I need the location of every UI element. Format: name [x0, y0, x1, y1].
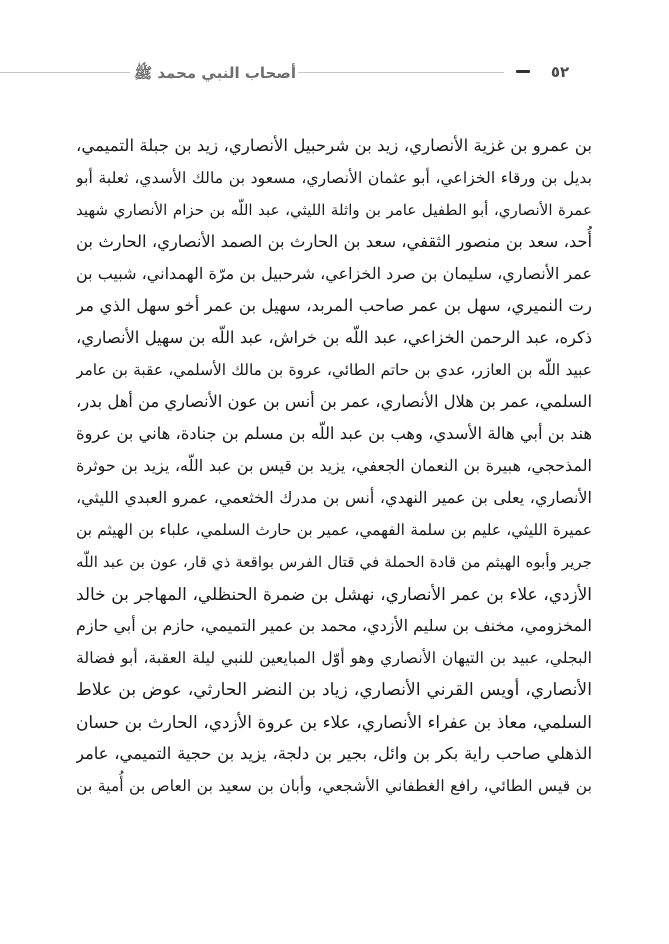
text-line: السلمي، معاذ بن عفراء الأنصاري، علاء بن عروة الأزدي، الحارث بن حسان — [76, 712, 592, 732]
text-line: الأنصاري، أويس القرني الأنصاري، زياد بن النضر الحارثي، عوض بن علاط — [76, 680, 592, 700]
header-dash — [516, 70, 530, 73]
text-line: بديل بن ورقاء الخزاعي، أبو عثمان الأنصاري، مسعود بن مالك الأسدي، ثعلبة أبو — [76, 168, 592, 187]
text-line: الذهلي صاحب راية بكر بن وائل، بجير بن دلجة، يزيد بن حجية التميمي، عامر — [76, 744, 592, 763]
text-line: الأزدي، علاء بن عمر الأنصاري، نهشل بن ضمرة الحنظلي، المهاجر بن خالد — [76, 584, 592, 604]
text-line: السلمي، عمر بن هلال الأنصاري، عمر بن أنس بن عون الأنصاري من أهل بدر، — [76, 392, 592, 411]
text-line: ذكره، عبد الرحمن الخزاعي، عبد اللّه بن خراش، عبد اللّه بن سهيل الأنصاري، — [76, 328, 592, 347]
text-line: عمرة الأنصاري، أبو الطفيل عامر بن واثلة الليثي، عبد اللّه بن حزام الأنصاري شهيد — [76, 201, 592, 219]
text-line: المخزومي، مخنف بن سليم الأزدي، محمد بن عمير التميمي، حازم بن أبي حازم — [76, 616, 592, 635]
text-line: عبيد اللّه بن العازر، عدي بن حاتم الطائي، عروة بن مالك الأسلمي، عقبة بن عامر — [76, 361, 592, 379]
text-line: المذحجي، هبيرة بن النعمان الجعفي، يزيد بن قيس بن عبد اللّه، يزيد بن حوثرة — [76, 456, 592, 475]
text-line: الأنصاري، يعلى بن عمير النهدي، أنس بن مدرك الخثعمي، عمرو العبدي الليثي، — [76, 488, 592, 507]
page-number: ٥٢ — [550, 63, 570, 81]
text-line: بن عمرو بن غزية الأنصاري، زيد بن شرحبيل الأنصاري، زيد بن جبلة التميمي، — [76, 136, 592, 155]
text-line: رت النميري، سهل بن عمر صاحب المربد، سهيل بن عمر أخو سهل الذي مر — [76, 296, 592, 315]
page-header — [0, 58, 669, 88]
text-line: البجلي، عبيد بن التيهان الأنصاري وهو أوّل المبايعين للنبي ليلة العقبة، أبو فضالة — [76, 648, 592, 667]
text-line: عميرة الليثي، عليم بن سلمة الفهمي، عمير بن حارث السلمي، علباء بن الهيثم بن — [76, 521, 592, 539]
header-rule-left — [0, 72, 130, 73]
body-text — [76, 130, 592, 802]
text-line: أُحد، سعد بن منصور الثقفي، سعد بن الحارث بن الصمد الأنصاري، الحارث بن — [76, 232, 592, 251]
text-line: هند بن أبي هالة الأسدي، وهب بن عبد اللّه بن مسلم بن جنادة، هاني بن عروة — [76, 424, 592, 443]
text-line: عمر الأنصاري، سليمان بن صرد الخزاعي، شرحبيل بن مرّة الهمداني، شبيب بن — [76, 264, 592, 283]
text-line: جرير وأبوه الهيثم من قادة الحملة في قتال الفرس بواقعة ذي قار، عون بن عبد اللّه — [76, 553, 592, 571]
text-line: بن قيس الطائي، رافع الغطفاني الأشجعي، وأبان بن سعيد بن العاص بن أُمية بن — [76, 776, 592, 795]
header-rule-right — [298, 72, 504, 73]
running-title: أصحاب النبي محمد ﷺ — [134, 64, 296, 82]
